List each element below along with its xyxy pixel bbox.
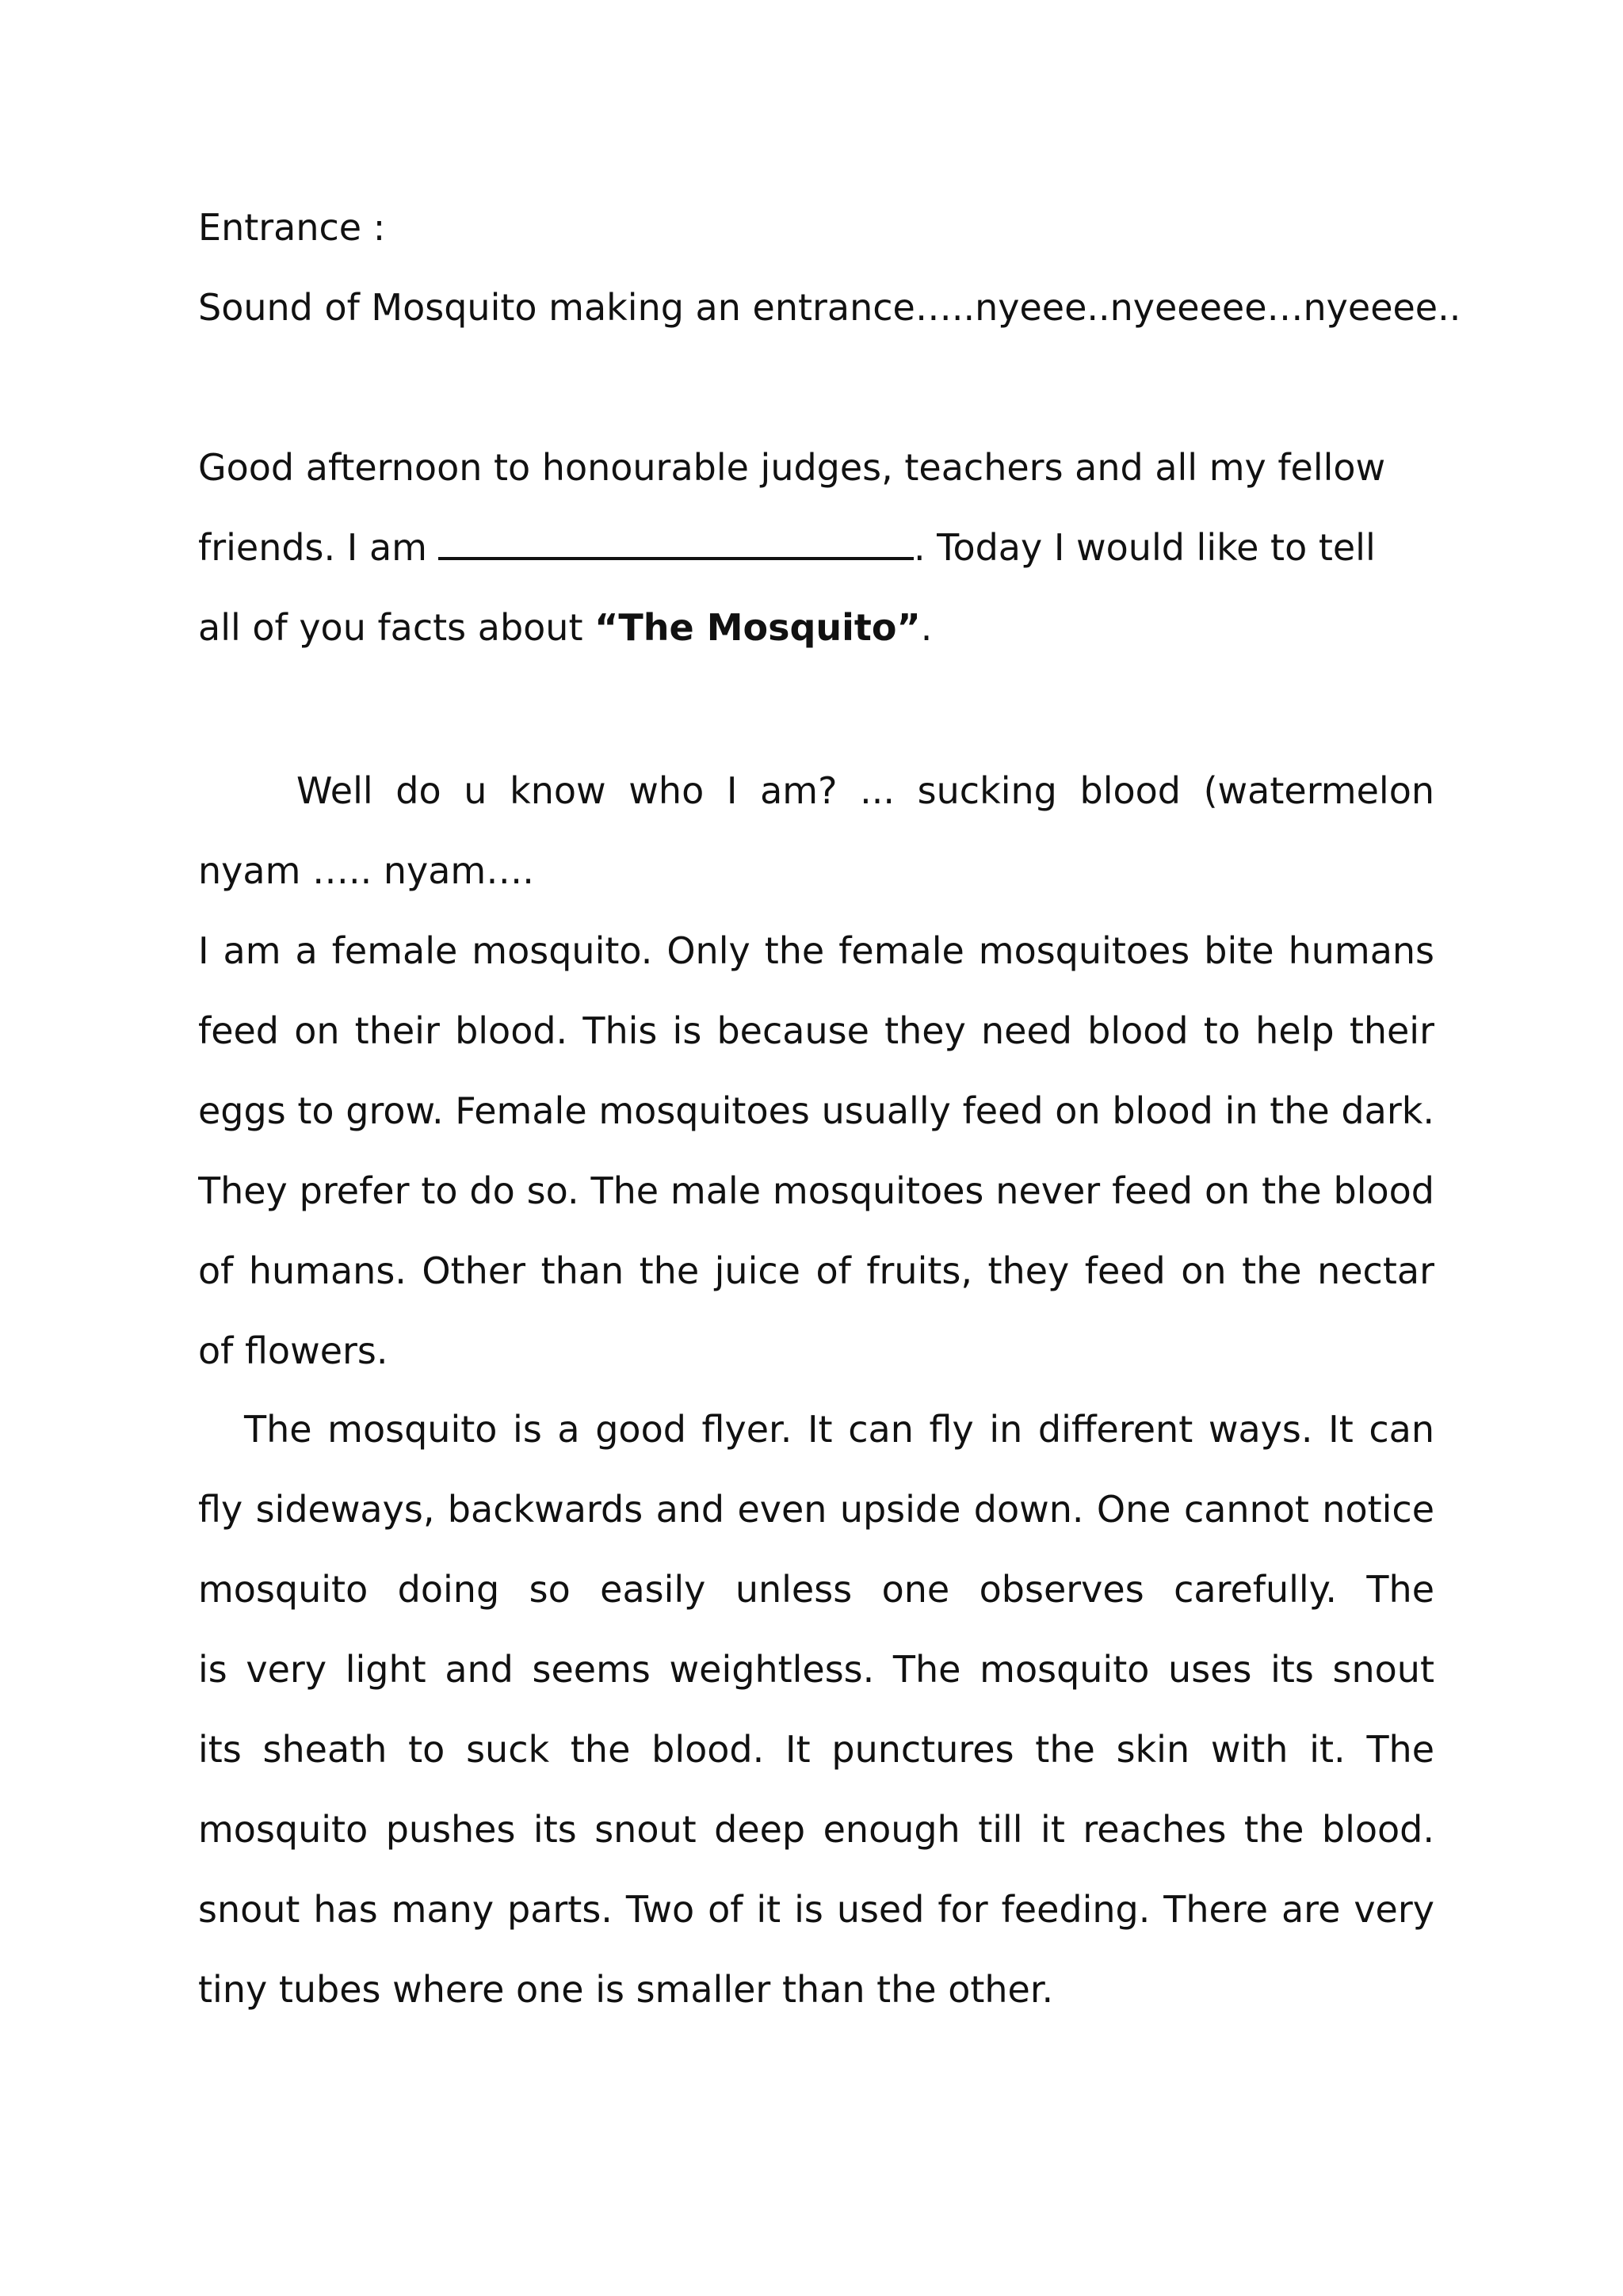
flyer-paragraph [198,1390,1434,2030]
flyer-line: its sheath to suck the blood. It punctures the skin with it. The [198,1728,1434,1771]
speech-title: “The Mosquito” [594,606,921,649]
entrance-section [198,188,1461,348]
entrance-heading: Entrance : [198,206,386,249]
greeting-paragraph [198,428,1434,668]
intro-line: of humans. Other than the juice of fruits, they feed on the nectar [198,1249,1434,1292]
entrance-sound-line: Sound of Mosquito making an entrance…..nyeee..nyeeeee…nyeeee.. [198,286,1461,329]
greeting-line-2-start: friends. I am [198,526,427,569]
flyer-line: fly sideways, backwards and even upside down. One cannot notice [198,1488,1434,1531]
name-blank-line [438,522,914,560]
intro-line: feed on their blood. This is because they need blood to help their [198,1009,1434,1052]
intro-line: I am a female mosquito. Only the female mosquitoes bite humans [198,929,1434,972]
intro-paragraph [198,751,1434,1391]
intro-line: nyam ….. nyam…. [198,849,534,892]
greeting-line-1: Good afternoon to honourable judges, teachers and all my fellow [198,446,1386,489]
flyer-line: is very light and seems weightless. The mosquito uses its snout [198,1648,1434,1691]
greeting-line-3 [198,588,1434,668]
intro-line: They prefer to do so. The male mosquitoes never feed on the blood [198,1169,1434,1212]
flyer-line: mosquito pushes its snout deep enough till it reaches the blood. [198,1808,1434,1851]
flyer-line: mosquito doing so easily unless one observes carefully. The [198,1568,1434,1611]
greeting-line-3-start: all of you facts about [198,606,595,649]
flyer-line: The mosquito is a good flyer. It can fly in different ways. It can [244,1408,1434,1451]
flyer-line: tiny tubes where one is smaller than the other. [198,1968,1054,2011]
flyer-line: snout has many parts. Two of it is used for feeding. There are very [198,1888,1434,1931]
greeting-line-2-end: . Today I would like to tell [913,526,1376,569]
intro-line: Well do u know who I am? ... sucking blood (watermelon [296,769,1434,812]
greeting-line-3-end: . [920,606,933,649]
intro-line: eggs to grow. Female mosquitoes usually feed on blood in the dark. [198,1089,1434,1132]
intro-line: of flowers. [198,1329,388,1372]
greeting-line-2 [198,508,1434,588]
